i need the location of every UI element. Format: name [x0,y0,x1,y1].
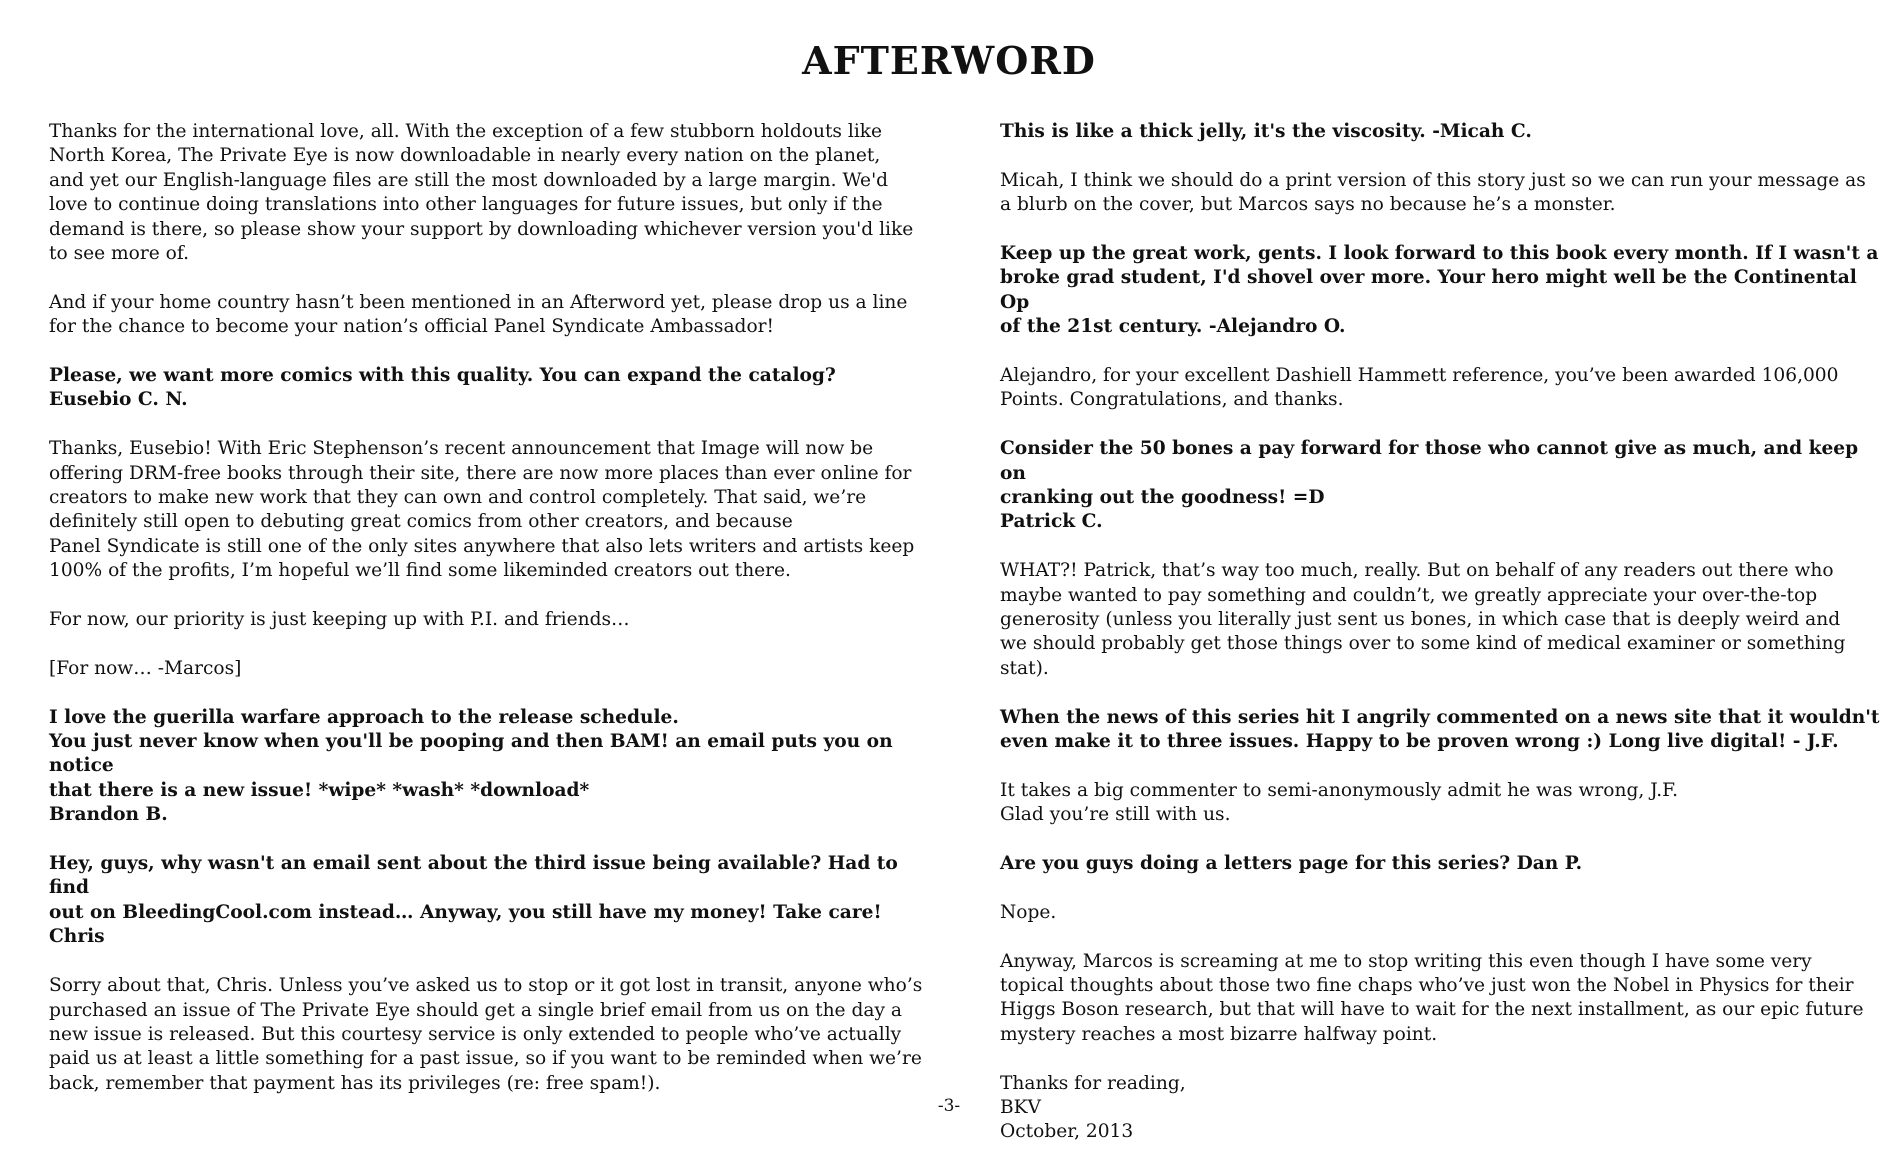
reader-letter: When the news of this series hit I angrily commented on a news site that it wouldn't even make it to three issues. Happy to be proven wrong :) Long live digital! - J.F. [1000,706,1880,753]
page-title: AFTERWORD [802,38,1096,83]
page-number: -3- [937,1096,961,1116]
paragraph: Thanks for the international love, all. With the exception of a few stubborn holdouts like North Korea, The Private Eye is now downloadable in nearly every nation on the planet, and yet our English-language files are still the most downloaded by a large margin. We'd love to continue doing translations into other languages for future issues, but only if the demand is there, so please show your support by downloading whichever version you'd like to see more of. [49,121,914,265]
right-column [1000,120,1880,1169]
paragraph: For now, our priority is just keeping up with P.I. and friends… [49,609,630,631]
reader-letter: Are you guys doing a letters page for this series? Dan P. [1000,853,1583,875]
paragraph: Thanks, Eusebio! With Eric Stephenson’s recent announcement that Image will now be offering DRM-free books through their site, there are now more places than ever online for creators to make new work that they can own and control completely. That said, we’re definitely still open to debuting great comics from other creators, and because Panel Syndicate is still one of the only sites anywhere that also lets writers and artists keep 100% of the profits, I’m hopeful we’ll find some likeminded creators out there. [49,438,915,582]
reader-letter: This is like a thick jelly, it's the viscosity. -Micah C. [1000,121,1532,142]
paragraph: Micah, I think we should do a print version of this story just so we can run your message as a blurb on the cover, but Marcos says no because he’s a monster. [1000,169,1866,216]
paragraph: Sorry about that, Chris. Unless you’ve asked us to stop or it got lost in transit, anyone who’s purchased an issue of The Private Eye should get a single brief email from us on the day a new issue is released. But this courtesy service is only extended to people who’ve actually paid us at least a little something for a past issue, so if you want to be reminded when we’re back, remember that payment has its privileges (re: free spam!). [49,975,923,1094]
reader-letter: Keep up the great work, gents. I look forward to this book every month. If I wasn't a broke grad student, I'd shovel over more. Your hero might well be the Continental Op of the 21st century. -Alejandro O. [1000,243,1879,338]
signoff: Thanks for reading, BKV October, 2013 [1000,1072,1186,1143]
paragraph: Anyway, Marcos is screaming at me to stop writing this even though I have some very topical thoughts about those two fine chaps who’ve just won the Nobel in Physics for their Higgs Boson research, but that will have to wait for the next installment, as our epic future mystery reaches a most bizarre halfway point. [1000,950,1864,1045]
paragraph: [For now… -Marcos] [49,657,242,679]
paragraph: And if your home country hasn’t been mentioned in an Afterword yet, please drop us a line for the chance to become your nation’s official Panel Syndicate Ambassador! [49,291,908,338]
paragraph: Alejandro, for your excellent Dashiell Hammett reference, you’ve been awarded 106,000 Points. Congratulations, and thanks. [1000,365,1839,411]
reader-letter: I love the guerilla warfare approach to the release schedule. You just never know when you'll be pooping and then BAM! an email puts you on notice that there is a new issue! *wipe* *wash* *download* Brandon B. [49,706,893,826]
paragraph: It takes a big commenter to semi-anonymously admit he was wrong, J.F. Glad you’re still with us. [1000,779,1679,826]
reader-letter: Hey, guys, why wasn't an email sent about the third issue being available? Had to find out on BleedingCool.com instead… Anyway, you still have my money! Take care! Chris [49,853,898,948]
reader-letter: Consider the 50 bones a pay forward for those who cannot give as much, and keep on cranking out the goodness! =D Patrick C. [1000,438,1859,533]
left-column [49,120,929,1121]
paragraph: WHAT?! Patrick, that’s way too much, really. But on behalf of any readers out there who maybe wanted to pay something and couldn’t, we greatly appreciate your over-the-top generosity (unless you literally just sent us bones, in which case that is deeply weird and we should probably get those things over to some kind of medical examiner or something stat). [1000,560,1846,679]
paragraph: Nope. [1000,901,1057,923]
reader-letter: Please, we want more comics with this quality. You can expand the catalog? Eusebio C. N. [49,365,836,411]
